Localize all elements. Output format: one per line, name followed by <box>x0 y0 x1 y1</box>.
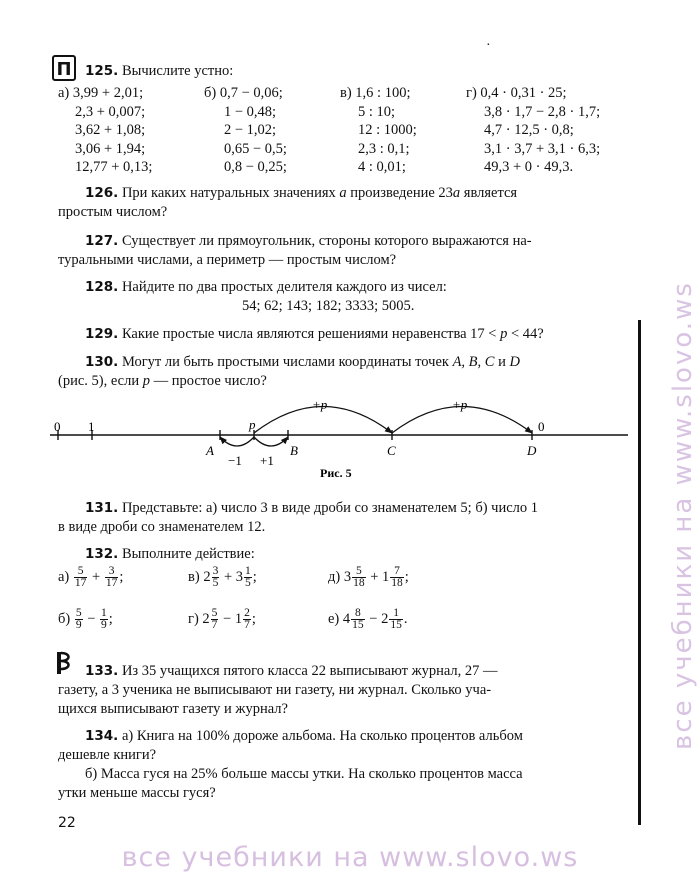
label-A: A <box>206 443 214 458</box>
label-D: D <box>527 443 537 458</box>
problem-text: Вычислите устно: <box>121 63 234 79</box>
problem-134-line-1: 134. а) Книга на 100% дороже альбома. На сколько процентов альбом <box>85 728 523 744</box>
oral-exercise-badge: П <box>52 55 76 81</box>
problem-134-line-3: б) Масса гуся на 25% больше массы утки. На сколько процентов масса <box>85 766 523 782</box>
problem-125-column-v: в) 1,6 : 100; 5 : 10; 12 : 1000; 2,3 : 0,1; 4 : 0,01; <box>340 85 417 175</box>
problem-125-column-g: г) 0,4 · 0,31 · 25; 3,8 · 1,7 − 2,8 · 1,7; 4,7 · 12,5 · 0,8; 3,1 · 3,7 + 3,1 · 6,3; 49,3 + 0 · 49,3. <box>466 85 601 175</box>
label-minus-1: −1 <box>228 453 242 468</box>
problem-130-line-1: 130. Могут ли быть простыми числами координаты точек A, B, C и D <box>85 354 520 370</box>
problem-128-numbers: 54; 62; 143; 182; 3333; 5005. <box>242 298 415 314</box>
problem-127-line-2: туральными числами, а периметр — простым числом? <box>58 252 397 268</box>
problem-number: 125. <box>85 63 119 79</box>
problem-133-line-3: щихся выписывают газету и журнал? <box>58 701 288 717</box>
number-line-figure <box>0 395 640 485</box>
logic-problem-icon <box>55 650 73 676</box>
vertical-watermark: все учебники на www.slovo.ws <box>668 281 698 750</box>
problem-134-line-4: утки меньше массы гуся? <box>58 785 216 801</box>
expr-a: а) $\frac{5}{17}$ + $\frac{3}{17}$ ; <box>58 565 124 589</box>
problem-131-line-2: в виде дроби со знаменателем 12. <box>58 519 266 535</box>
label-B: B <box>290 443 298 458</box>
problem-127-line-1: 127. Существует ли прямоугольник, стороны которого выражаются на- <box>85 233 532 249</box>
figure-caption: Рис. 5 <box>320 466 352 480</box>
problem-126-line-1: 126. При каких натуральных значениях a произведение 23a является <box>85 185 518 201</box>
problem-129-line: 129. Какие простые числа являются решениями неравенства 17 < p < 44? <box>85 326 544 342</box>
arc-plus-1 <box>254 437 288 446</box>
header-dot: · <box>486 38 491 53</box>
label-plus-p-2: +p <box>452 397 468 412</box>
label-p: p <box>249 417 256 432</box>
problem-131-line-1: 131. Представьте: а) число 3 в виде дроби со знаменателем 5; б) число 1 <box>85 500 539 516</box>
expr-e: е) 4 $\frac{8}{15}$ − 2 $\frac{1}{15}$ . <box>328 607 408 631</box>
expr-d: д) 3 $\frac{5}{18}$ + 1 $\frac{7}{18}$ ; <box>328 565 409 589</box>
page-number: 22 <box>58 815 76 831</box>
label-zero-left: 0 <box>54 419 61 434</box>
label-C: C <box>387 443 396 458</box>
arc-minus-1 <box>220 437 254 446</box>
expr-g: г) 2 $\frac{5}{7}$ − 1 $\frac{2}{7}$ ; <box>188 607 256 631</box>
problem-130-line-2: (рис. 5), если p — простое число? <box>58 373 267 389</box>
label-plus-p-1: +p <box>312 397 328 412</box>
label-plus-1: +1 <box>260 453 274 468</box>
problem-134-line-2: дешевле книги? <box>58 747 157 763</box>
bottom-watermark: все учебники на www.slovo.ws <box>121 842 579 873</box>
problem-125-heading <box>85 63 233 80</box>
problem-126-line-2: простым числом? <box>58 204 168 220</box>
problem-125-column-a: а) 3,99 + 2,01; 2,3 + 0,007; 3,62 + 1,08; 3,06 + 1,94; 12,77 + 0,13; <box>58 85 153 175</box>
label-one: 1 <box>88 419 95 434</box>
problem-133-line-2: газету, а 3 ученика не выписывают ни газету, ни журнал. Сколько уча- <box>58 682 492 698</box>
expr-b: б) $\frac{5}{9}$ − $\frac{1}{9}$ ; <box>58 607 113 631</box>
label-zero-right: 0 <box>538 419 545 434</box>
problem-133-line-1: 133. Из 35 учащихся пятого класса 22 выписывают журнал, 27 — <box>85 663 498 679</box>
problem-125-column-b: б) 0,7 − 0,06; 1 − 0,48; 2 − 1,02; 0,65 − 0,5; 0,8 − 0,25; <box>204 85 287 175</box>
problem-132-heading: 132. Выполните действие: <box>85 546 255 562</box>
problem-128-line-1: 128. Найдите по два простых делителя каждого из чисел: <box>85 279 447 295</box>
expr-v: в) 2 $\frac{3}{5}$ + 3 $\frac{1}{5}$ ; <box>188 565 257 589</box>
